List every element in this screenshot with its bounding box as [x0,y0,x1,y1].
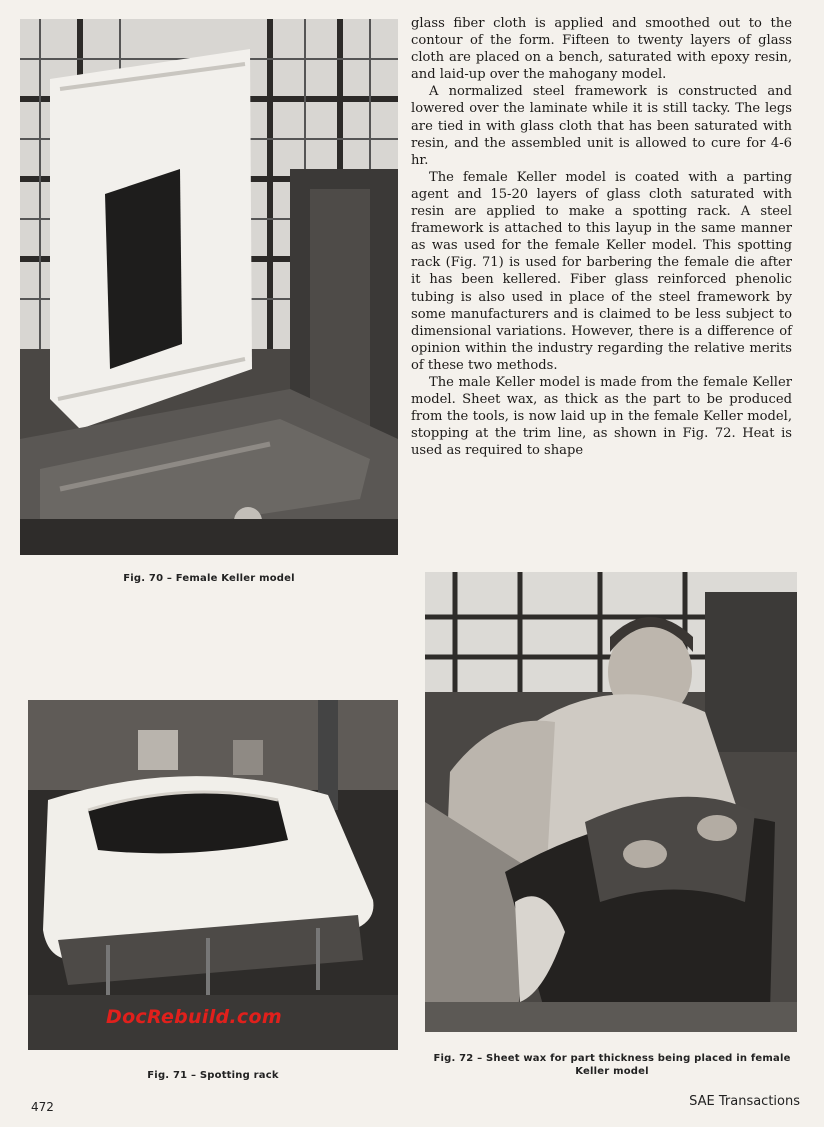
figure-72-caption: Fig. 72 – Sheet wax for part thickness being placed in female Keller model [433,1053,791,1077]
body-paragraph: The male Keller model is made from the female Keller model. Sheet wax, as thick as the part to be produced from the tools, is now laid up in the female Keller model, stopping at the trim line, as shown in Fig. 72. Heat is used as required to shape [411,374,792,459]
figure-70-caption: Fig. 70 – Female Keller model [123,573,295,584]
figure-70-photo [20,19,398,555]
body-paragraph: The female Keller model is coated with a parting agent and 15-20 layers of glass cloth saturated with resin are applied to make a spotting rack. A steel framework is attached to this layup in the same manner as was used for the female Keller model. This spotting rack (Fig. 71) is used for barbering the female die after it has been kellered. Fiber glass reinforced phenolic tubing is also used in place of the steel framework by some manufacturers and is claimed to be less subject to dimensional variations. However, there is a difference of opinion within the industry regarding the relative merits of these two methods. [411,169,792,373]
journal-name: SAE Transactions [689,1094,800,1109]
body-paragraph: A normalized steel framework is constructed and lowered over the laminate while it is still tacky. The legs are tied in with glass cloth that has been saturated with resin, and the assembled unit is allowed to cure for 4-6 hr. [411,84,792,168]
figure-71-caption: Fig. 71 – Spotting rack [147,1070,279,1081]
body-paragraph: glass fiber cloth is applied and smoothed out to the contour of the form. Fifteen to twenty layers of glass cloth are placed on a bench, saturated with epoxy resin, and laid-up over the mahogany model. [411,16,792,83]
body-text [411,15,792,459]
page-number: 472 [31,1100,54,1114]
figure-71-photo [28,700,398,1050]
figure-72-photo [425,572,797,1032]
watermark: DocRebuild.com [106,1006,282,1028]
